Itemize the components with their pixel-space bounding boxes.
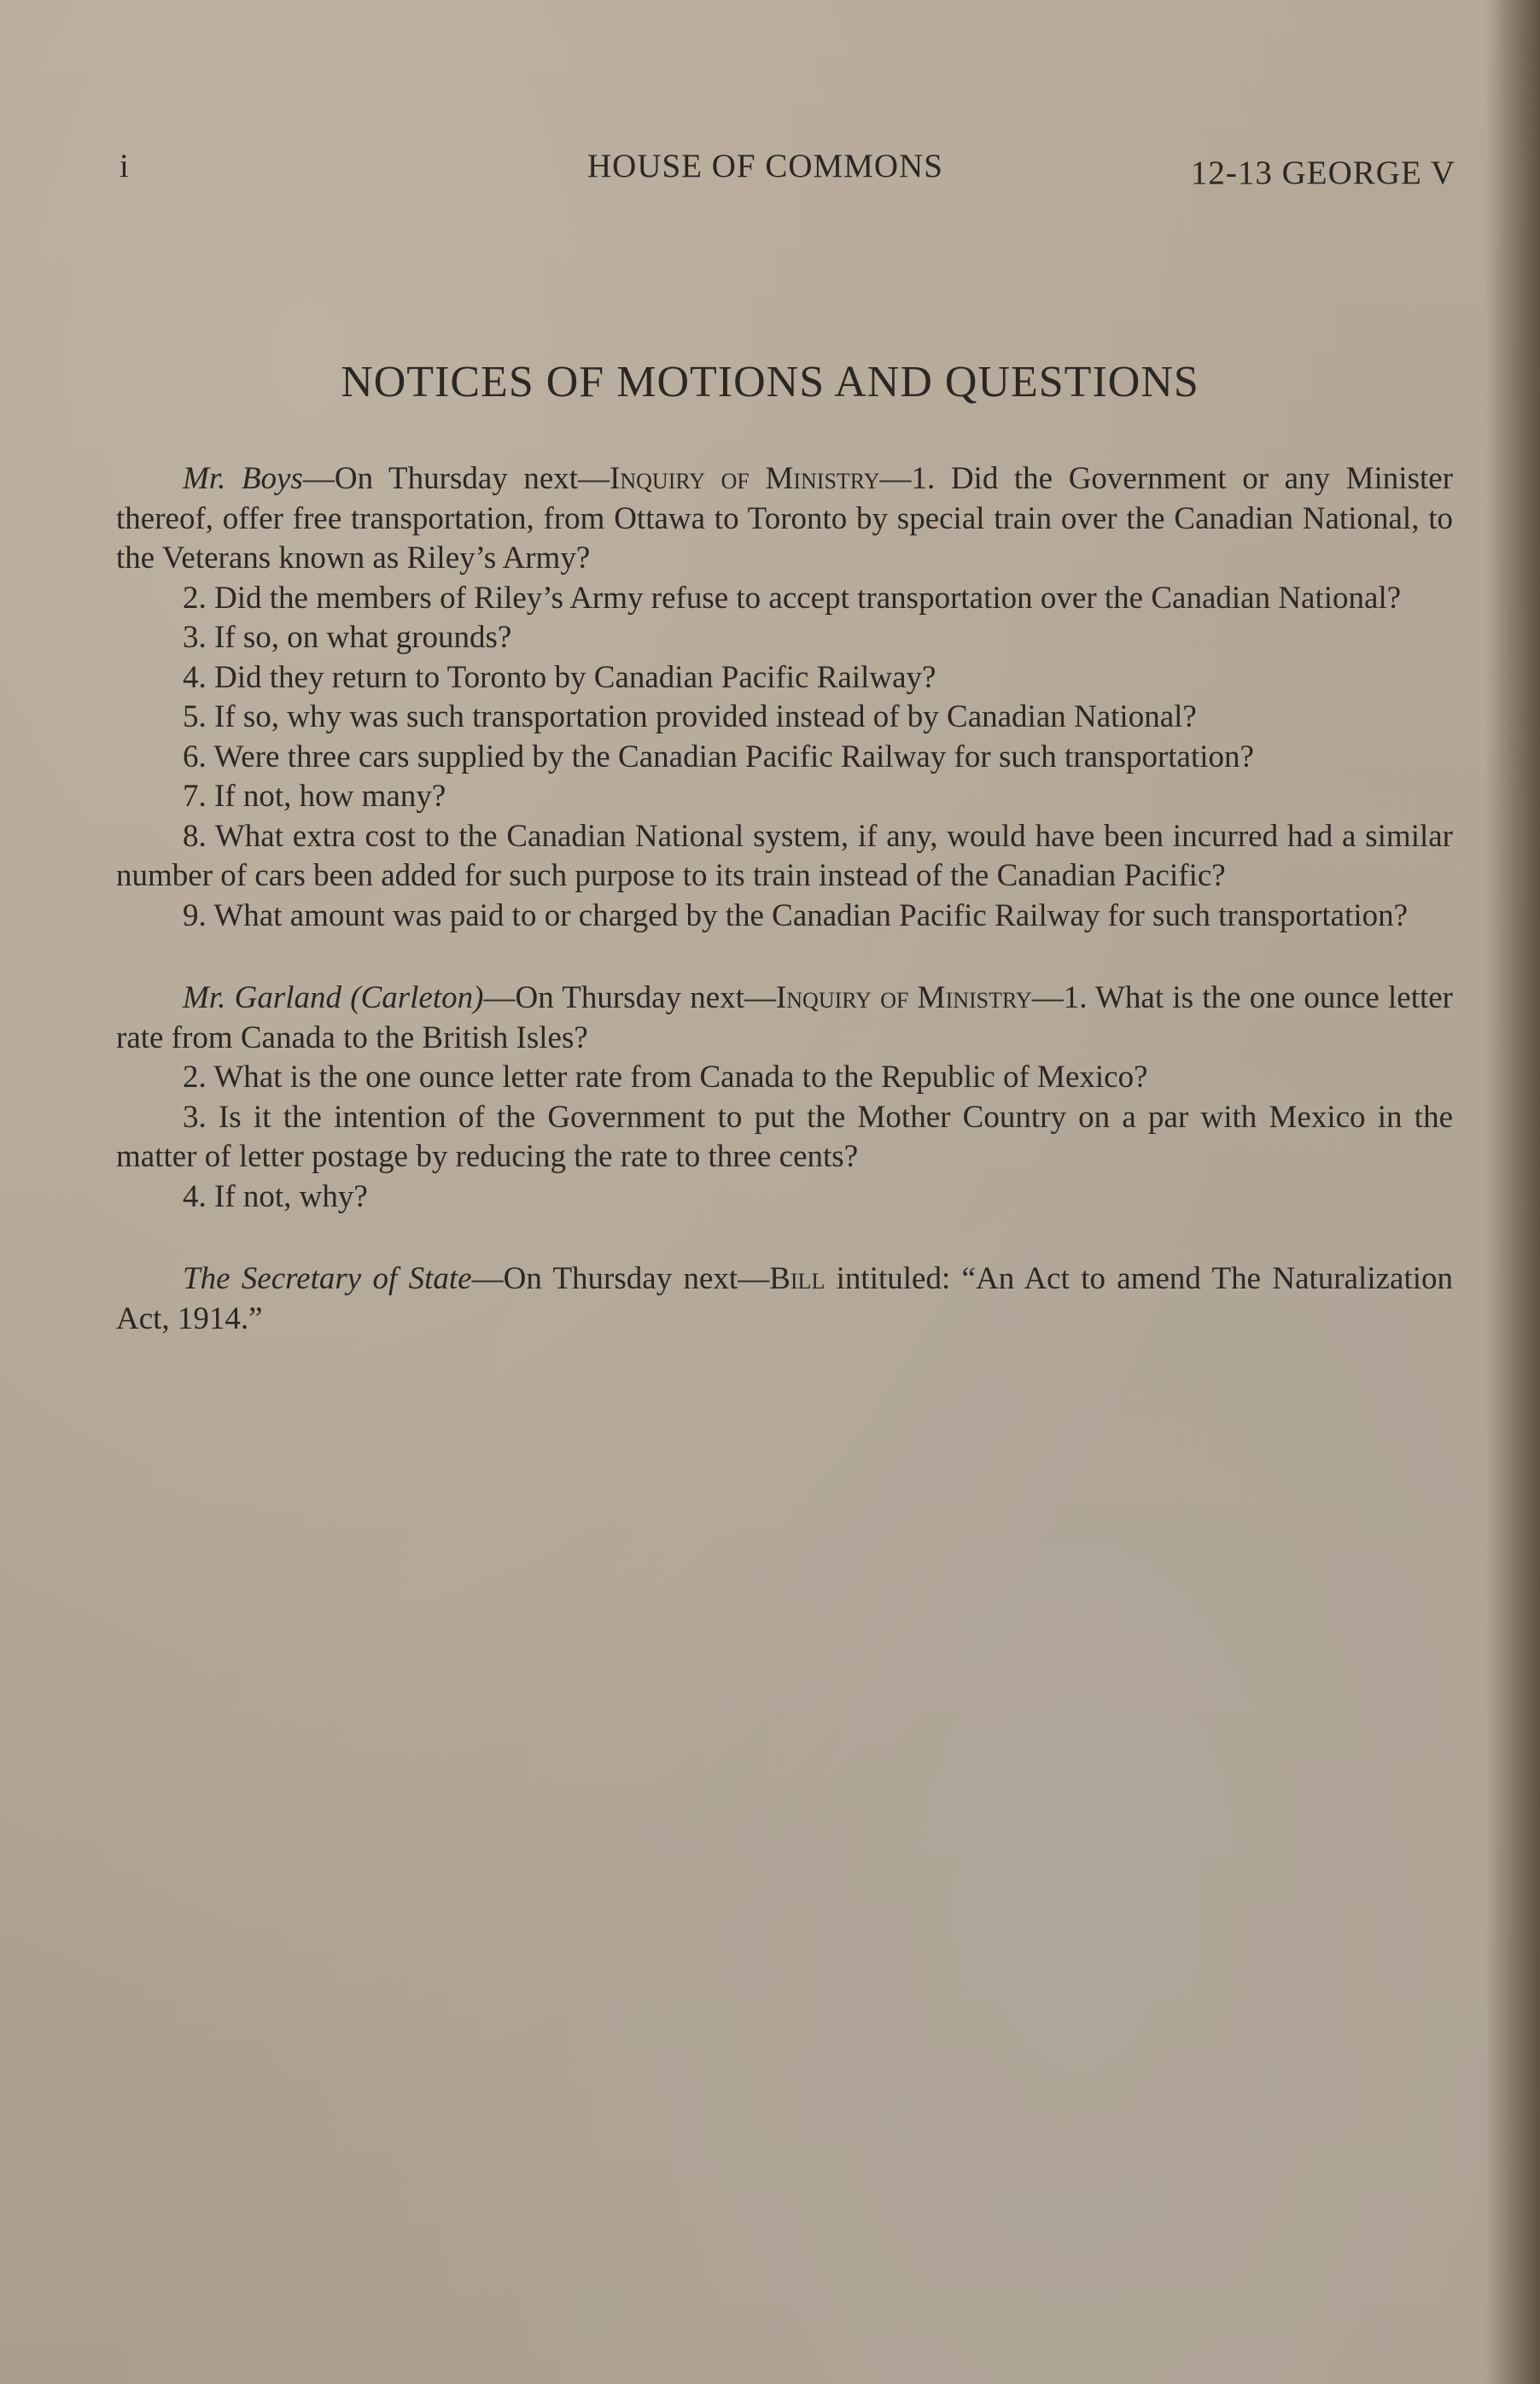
- session-label: 12-13 GEORGE V: [1190, 155, 1455, 191]
- notices-body: [116, 459, 1453, 1339]
- page-folio: i: [120, 148, 130, 184]
- question-paragraph: 7. If not, how many?: [183, 779, 446, 814]
- question-paragraph: 2. What is the one ounce letter rate from Canada to the Republic of Mexico?: [183, 1060, 1148, 1095]
- running-head: [120, 147, 1455, 195]
- section-gap: [116, 936, 1453, 979]
- question-paragraph: 9. What amount was paid to or charged by the Canadian Pacific Railway for such transportation?: [183, 897, 1409, 933]
- motion-paragraph: Mr. Boys—On Thursday next—Inquiry of Ministry—1. Did the Government or any Minister thereof, offer free transportation, from Ottawa to Toronto by special train over the Canadian National, to the Veterans known as Riley’s Army?: [116, 461, 1454, 576]
- running-title: HOUSE OF COMMONS: [587, 148, 943, 184]
- section-gap: [116, 1217, 1453, 1259]
- question-paragraph: 3. Is it the intention of the Government to put the Mother Country on a par with Mexico in the matter of letter postage by reducing the rate to three cents?: [116, 1099, 1453, 1174]
- speaker-name: Mr. Boys: [183, 461, 303, 496]
- question-paragraph: 8. What extra cost to the Canadian National system, if any, would have been incurred had a similar number of cars been added for such purpose to its train instead of the Canadian Pacific?: [116, 818, 1453, 893]
- question-paragraph: 4. Did they return to Toronto by Canadian Pacific Railway?: [183, 659, 936, 695]
- speaker-name: Mr. Garland (Carleton): [183, 980, 484, 1015]
- question-paragraph: 6. Were three cars supplied by the Canadian Pacific Railway for such transportation?: [183, 739, 1254, 774]
- speaker-name: The Secretary of State: [183, 1261, 472, 1296]
- question-paragraph: 4. If not, why?: [183, 1178, 368, 1214]
- motion-paragraph: Mr. Garland (Carleton)—On Thursday next—Inquiry of Ministry—1. What is the one ounce letter rate from Canada to the British Isles?: [116, 980, 1453, 1055]
- motion-paragraph: The Secretary of State—On Thursday next—Bill intituled: “An Act to amend The Naturalization Act, 1914.”: [116, 1261, 1454, 1336]
- question-paragraph: 5. If so, why was such transportation provided instead of by Canadian National?: [183, 699, 1197, 734]
- question-paragraph: 2. Did the members of Riley’s Army refuse to accept transportation over the Canadian National?: [183, 580, 1402, 616]
- page-heading: NOTICES OF MOTIONS AND QUESTIONS: [341, 358, 1199, 406]
- question-paragraph: 3. If so, on what grounds?: [183, 620, 512, 655]
